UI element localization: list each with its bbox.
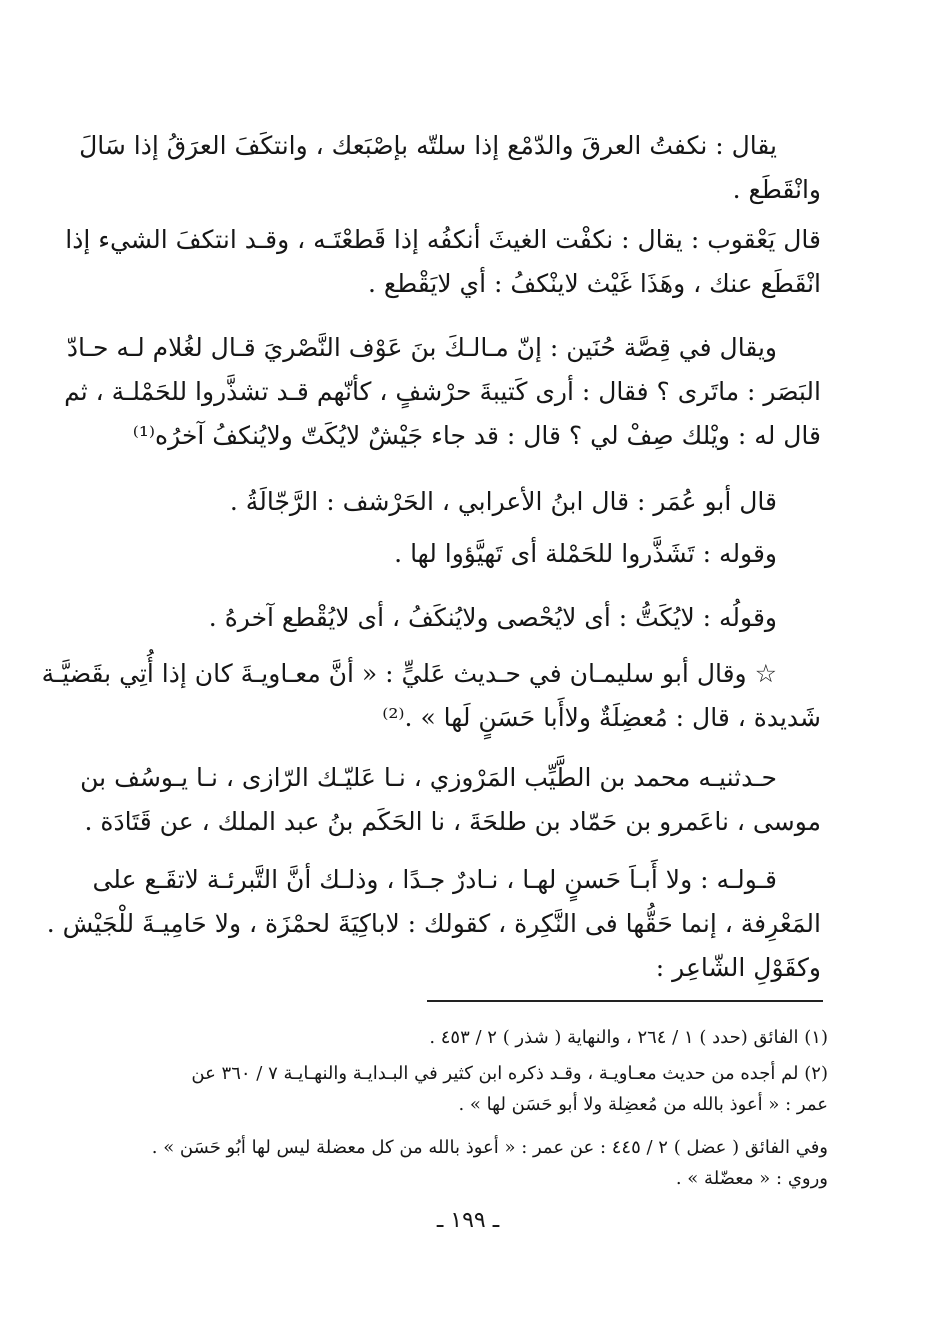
paragraph-6 xyxy=(133,596,821,640)
footnote-line: (٢) لم أجده من حديث معـاويـة ، وقـد ذكره ابن كثير في البـدايـة والنهـايـة ٧ / ٣٦٠ عن xyxy=(191,1063,828,1084)
text-line: قال يَعْقوب : يقال : نكفْت الغيثَ أنكفُه إذا قَطعْتَـه ، وقـد انتكفَ الشيء إذا xyxy=(65,225,821,254)
paragraph-9 xyxy=(46,858,821,990)
footnote-divider xyxy=(427,1000,823,1002)
text-line: شَديدة ، قال : مُعضِلَةٌ ولاأَبا حَسَنٍ لَها » .⁽²⁾ xyxy=(382,703,821,732)
footnote-2 xyxy=(133,1058,828,1120)
text-line: يقال : نكفتُ العرقَ والدّمْع إذا سلتّه بإصْبَعك ، وانتكَفَ العرَقُ إذا سَالَ xyxy=(79,131,777,160)
text-line: قـولـه : ولا أَبـاَ حَسنٍ لهـا ، نـادرٌ جـدًا ، وذلـك أنَّ التَّبرئـة لاتقَـع على xyxy=(92,865,777,894)
page-number: ـ ١٩٩ ـ xyxy=(436,1208,500,1233)
text-line: ويقال في قِصَّة حُنَين : إنّ مـالـكَ بنَ عَوْف النَّصْريَ قـال لغُلام لـه حـادّ xyxy=(66,333,777,362)
footnote-line: وروي : « معضّلة » . xyxy=(675,1168,828,1189)
paragraph-4 xyxy=(133,480,821,524)
text-line: البَصَر : ماتَرى ؟ فقال : أرى كَتيبةَ حرْشفٍ ، كأنّهم قـد تشذَّروا للحَمْلـة ، ثم xyxy=(64,377,821,406)
text-line: المَعْرِفة ، إنما حَقُّها فى النَّكِرة ، كقولك : لاباكِيَةَ لحمْزَة ، ولا حَامِيـةَ للْجَيْش . xyxy=(46,909,821,938)
text-line: موسى ، ناعَمرو بن حَمّاد بن طلحَةَ ، نا الحَكَم بنُ عبد الملك ، عن قَتَادَة . xyxy=(84,807,821,836)
text-line: حـدثنيـه محمد بن الطَّيِّب المَرْوزي ، نـا عَليّـك الرّازى ، نـا يـوسُف بن xyxy=(80,763,777,792)
footnote-3 xyxy=(133,1132,828,1194)
text-line: وقولُه : لايُكَتُّ : أى لايُحْصى ولايُنكَفُ ، أى لايُقْطع آخرهُ . xyxy=(208,603,777,632)
paragraph-3 xyxy=(64,326,821,458)
paragraph-2 xyxy=(65,218,821,306)
text-line: ☆ وقال أبو سليمـان في حـديث عَليٍّ : « أنَّ معـاويـةَ كان إذا أُتِي بقَضيَّـة xyxy=(41,659,777,688)
footnote-line: وفي الفائق ( عضل ) ٢ / ٤٤٥ : عن عمر : « أعوذ بالله من كل معضلة ليس لها أبُو حَسَن » . xyxy=(151,1137,828,1158)
text-line: وكقَوْلِ الشّاعِر : xyxy=(655,953,821,982)
text-line: انْقَطَع عنك ، وهَذَا غَيْث لاينْكفُ : أي لايَقْطع . xyxy=(368,269,821,298)
paragraph-1 xyxy=(79,124,821,212)
footnote-line: (١) الفائق (حدد ) ١ / ٢٦٤ ، والنهاية ( شذر ) ٢ / ٤٥٣ . xyxy=(429,1027,828,1048)
footnote-1 xyxy=(133,1022,828,1053)
text-line: وانْقَطَع . xyxy=(732,175,821,204)
text-line: قال له : ويْلك صِفْ لي ؟ قال : قد جاء جَيْشٌ لايُكَتّ ولايُنكفُ آخرُه⁽¹⁾ xyxy=(132,421,821,450)
paragraph-7 xyxy=(41,652,821,740)
text-line: قال أبو عُمَر : قال ابنُ الأعرابي ، الحَرْشف : الرَّجّالَةُ . xyxy=(229,487,777,516)
paragraph-5 xyxy=(133,532,821,576)
text-line: وقوله : تَشَذَّروا للحَمْلة أى تَهيَّؤوا لها . xyxy=(394,539,777,568)
footnote-line: عمر : « أعوذ بالله من مُعضِلة ولا أبو حَسَن لها » . xyxy=(458,1094,828,1115)
paragraph-8 xyxy=(80,756,821,844)
